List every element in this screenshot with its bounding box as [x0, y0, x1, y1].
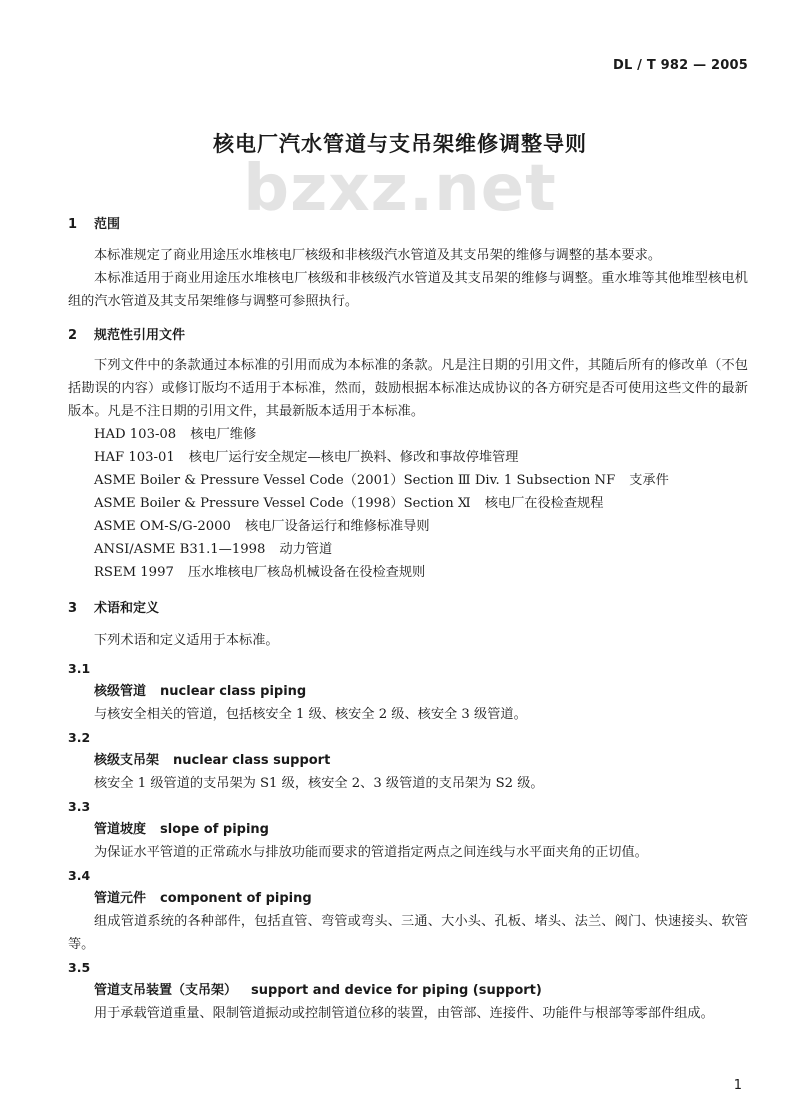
term-english: slope of piping: [160, 822, 269, 837]
section-1-paragraph-2: 本标准适用于商业用途压水堆核电厂核级和非核级汽水管道及其支吊架的维修与调整。重水堆等其他堆型核电机组的汽水管道及其支吊架维修与调整可参照执行。: [68, 271, 748, 309]
term-chinese: 管道坡度: [94, 822, 147, 837]
reference-code: RSEM 1997: [94, 565, 174, 580]
term-chinese: 管道元件: [94, 891, 147, 906]
reference-name: 核电厂维修: [190, 427, 257, 442]
section-title: 范围: [94, 217, 121, 232]
clause-number: 3.4: [68, 868, 91, 883]
section-2-intro: 下列文件中的条款通过本标准的引用而成为本标准的条款。凡是注日期的引用文件，其随后所有的修改单（不包括勘误的内容）或修订版均不适用于本标准，然而，鼓励根据本标准达成协议的各方研究是否可使用这些文件的最新版本。凡是不注日期的引用文件，其最新版本适用于本标准。: [68, 358, 748, 419]
document-code: DL / T 982 — 2005: [612, 58, 748, 73]
term-chinese: 核级管道: [94, 684, 147, 699]
reference-item: [68, 538, 748, 561]
section-1-paragraph-1: 本标准规定了商业用途压水堆核电厂核级和非核级汽水管道及其支吊架的维修与调整的基本要求。: [94, 248, 662, 263]
clause-number: 3.1: [68, 661, 91, 676]
section-3-intro: 下列术语和定义适用于本标准。: [94, 633, 279, 648]
document-body: [68, 214, 748, 1025]
section-number: 2: [68, 328, 78, 343]
term-definition: 为保证水平管道的正常疏水与排放功能而要求的管道指定两点之间连线与水平面夹角的正切值。: [94, 845, 648, 860]
clause-number: 3.3: [68, 799, 91, 814]
term-english: nuclear class support: [173, 753, 331, 768]
document-title: 核电厂汽水管道与支吊架维修调整导则: [213, 132, 587, 156]
term-english: component of piping: [160, 891, 312, 906]
term-chinese: 管道支吊装置（支吊架）: [94, 983, 238, 998]
reference-name: 核电厂在役检查规程: [484, 496, 604, 511]
section-1-heading: [68, 214, 748, 236]
section-3-heading: [68, 598, 748, 620]
section-2-heading: [68, 325, 748, 347]
reference-code: HAF 103-01: [94, 450, 175, 465]
term-english: nuclear class piping: [160, 684, 307, 699]
page-number: 1: [733, 1078, 742, 1093]
reference-name: 支承件: [629, 473, 669, 488]
reference-code: ASME Boiler & Pressure Vessel Code（1998）Section Ⅺ: [94, 496, 471, 511]
watermark: bzxz.net: [243, 152, 557, 226]
reference-name: 核电厂运行安全规定—核电厂换料、修改和事故停堆管理: [188, 450, 519, 465]
term-english: support and device for piping (support): [251, 983, 542, 998]
reference-name: 动力管道: [279, 542, 333, 557]
term-heading: [68, 749, 748, 772]
reference-code: HAD 103-08: [94, 427, 177, 442]
reference-name: 压水堆核电厂核岛机械设备在役检查规则: [187, 565, 426, 580]
reference-item: [68, 492, 748, 515]
term-heading: [68, 818, 748, 841]
section-title: 术语和定义: [94, 601, 160, 616]
reference-code: ASME Boiler & Pressure Vessel Code（2001）Section Ⅲ Div. 1 Subsection NF: [94, 473, 616, 488]
term-definition: 与核安全相关的管道，包括核安全 1 级、核安全 2 级、核安全 3 级管道。: [94, 707, 527, 722]
term-definition: 组成管道系统的各种部件，包括直管、弯管或弯头、三通、大小头、孔板、堵头、法兰、阀门、快速接头、软管等。: [68, 914, 748, 952]
term-chinese: 核级支吊架: [94, 753, 160, 768]
reference-item: [68, 423, 748, 446]
reference-item: [68, 446, 748, 469]
term-definition: 用于承载管道重量、限制管道振动或控制管道位移的装置，由管部、连接件、功能件与根部等零部件组成。: [94, 1006, 714, 1021]
term-heading: [68, 680, 748, 703]
reference-item: [68, 469, 748, 492]
reference-code: ASME OM-S/G-2000: [94, 519, 231, 534]
section-number: 1: [68, 217, 78, 232]
reference-item: [68, 515, 748, 538]
reference-name: 核电厂设备运行和维修标准导则: [244, 519, 430, 534]
reference-code: ANSI/ASME B31.1—1998: [94, 542, 266, 557]
reference-item: [68, 561, 748, 584]
term-heading: [68, 887, 748, 910]
clause-number: 3.2: [68, 730, 91, 745]
section-number: 3: [68, 601, 78, 616]
section-title: 规范性引用文件: [94, 328, 186, 343]
term-definition: 核安全 1 级管道的支吊架为 S1 级，核安全 2、3 级管道的支吊架为 S2 级。: [94, 776, 544, 791]
clause-number: 3.5: [68, 960, 91, 975]
term-heading: [68, 979, 748, 1002]
